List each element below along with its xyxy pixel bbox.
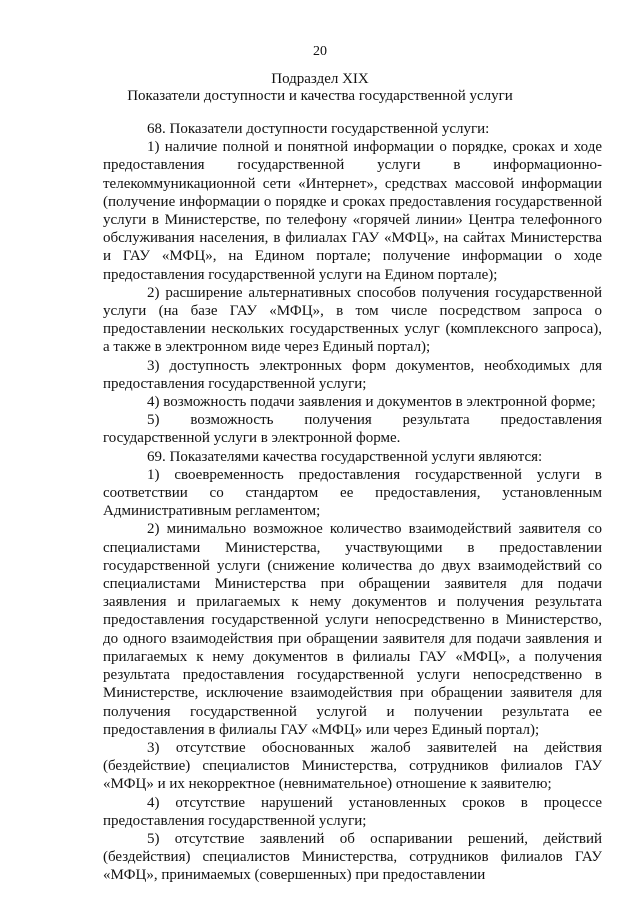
paragraph: 3) отсутствие обоснованных жалоб заявителей на действия (бездействие) специалистов Министерства, сотрудников филиалов ГАУ «МФЦ» и их некорректное (невнимательное) отношение к заявителю; [103, 739, 602, 793]
subsection-heading: Подраздел XIX [271, 71, 369, 87]
paragraph: 68. Показатели доступности государственной услуги: [147, 121, 490, 137]
page-number: 20 [313, 44, 327, 59]
paragraph: 4) отсутствие нарушений установленных сроков в процессе предоставления государственной услуги; [103, 794, 602, 829]
paragraph: 1) наличие полной и понятной информации о порядке, сроках и ходе предоставления государственной услуги в информационно-телекоммуникационной сети «Интернет», средствах массовой информации (получение информации о порядке и сроках предоставления государственной услуги в Министерстве, по телефону «горячей линии» Центра телефонного обслуживания населения, в филиалах ГАУ «МФЦ», на сайтах Министерства и ГАУ «МФЦ», на Едином портале; получение информации о ходе предоставления государственной услуги на Едином портале); [103, 139, 602, 283]
paragraph: 1) своевременность предоставления государственной услуги в соответствии со стандартом ее предоставления, установленным Административным регламентом; [103, 466, 602, 520]
paragraph: 2) минимально возможное количество взаимодействий заявителя со специалистами Министерства, участвующими в предоставлении государственной услуги (снижение количества до двух взаимодействий со специалистами Министерства при обращении заявителя для подачи заявления и прилагаемых к нему документов и получения результата предоставления государственной услуги непосредственно в Министерство, до одного взаимодействия при обращении заявителя для подачи заявления и прилагаемых к нему документов в филиалы ГАУ «МФЦ», а получения результата предоставления государственной услуги непосредственно в Министерстве, исключение взаимодействия при обращении заявителя для получения государственной услугой и получении результата ее предоставления в филиалы ГАУ «МФЦ» или через Единый портал); [103, 521, 602, 738]
paragraph: 5) отсутствие заявлений об оспаривании решений, действий (бездействия) специалистов Министерства, сотрудников филиалов ГАУ «МФЦ», принимаемых (совершенных) при предоставлении [103, 830, 602, 884]
paragraph: 2) расширение альтернативных способов получения государственной услуги (на базе ГАУ «МФЦ», в том числе посредством запроса о предоставлении нескольких государственных услуг (комплексного запроса), а также в электронном виде через Единый портал); [103, 284, 602, 356]
paragraph: 4) возможность подачи заявления и документов в электронной форме; [147, 394, 596, 411]
section-title: Показатели доступности и качества государственной услуги [127, 88, 513, 104]
paragraph: 5) возможность получения результата предоставления государственной услуги в электронной форме. [103, 412, 602, 447]
document-body [103, 120, 602, 885]
paragraph: 3) доступность электронных форм документов, необходимых для предоставления государственной услуги; [103, 357, 602, 392]
paragraph: 69. Показателями качества государственной услуги являются: [147, 448, 543, 465]
